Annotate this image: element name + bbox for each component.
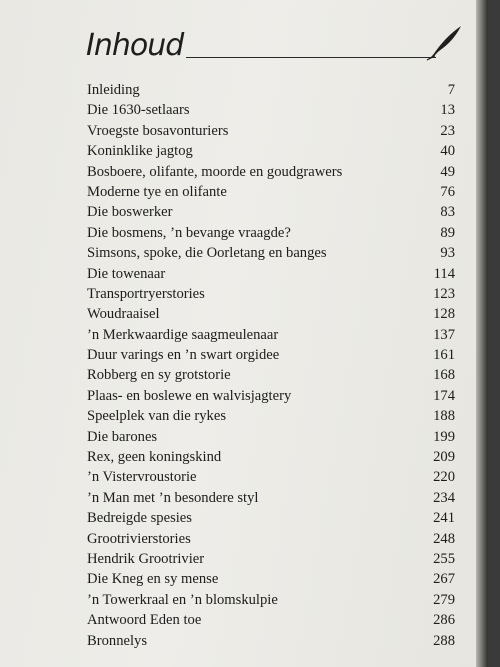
toc-entry-title: ’n Merkwaardige saagmeulenaar [87,326,279,343]
toc-entry[interactable] [87,467,455,487]
toc-entry-title: Antwoord Eden toe [87,612,202,629]
toc-entry[interactable] [87,631,455,651]
toc-entry[interactable] [87,386,455,406]
toc-entry-page-number: 123 [433,285,455,302]
toc-entry[interactable] [87,202,455,222]
toc-entry[interactable] [87,610,455,630]
toc-entry-title: Die Kneg en sy mense [87,571,219,588]
toc-entry-page-number: 128 [433,306,455,323]
page-edge-shadow [476,0,488,667]
toc-entry[interactable] [87,569,455,589]
toc-entry-page-number: 288 [433,632,455,649]
toc-entry-page-number: 89 [440,224,455,241]
toc-entry-page-number: 13 [440,102,455,119]
toc-entry-page-number: 76 [440,183,455,200]
toc-entry[interactable] [87,162,455,182]
toc-entry-title: Bedreigde spesies [87,510,192,527]
toc-entry[interactable] [87,427,455,447]
toc-entry[interactable] [87,406,455,426]
toc-entry-page-number: 161 [433,347,455,364]
toc-entry[interactable] [87,447,455,467]
toc-entry[interactable] [87,284,455,304]
toc-entry-title: Die towenaar [87,265,166,282]
toc-entry-title: Simsons, spoke, die Oorletang en banges [87,245,327,262]
toc-entry[interactable] [87,365,455,385]
toc-entry-title: Bosboere, olifante, moorde en goudgrawers [87,163,343,180]
toc-entry-page-number: 7 [447,82,455,98]
toc-entry-page-number: 188 [433,408,455,425]
toc-entry-page-number: 286 [433,612,455,629]
toc-entry-page-number: 220 [433,469,455,486]
toc-entry-title: ’n Vistervroustorie [87,469,197,486]
toc-entry[interactable] [87,488,455,508]
toc-entry-page-number: 267 [433,571,455,588]
toc-entry[interactable] [87,264,455,284]
toc-entry-title: Vroegste bosavonturiers [87,122,229,139]
toc-entry[interactable] [87,100,455,120]
toc-entry[interactable] [87,549,455,569]
toc-entry-page-number: 40 [440,143,455,160]
toc-entry-page-number: 248 [433,530,455,547]
toc-entry-page-number: 137 [433,326,455,343]
toc-entry-page-number: 49 [440,163,455,180]
toc-entry[interactable] [87,529,455,549]
toc-entry[interactable] [87,182,455,202]
toc-entry-page-number: 209 [433,449,455,466]
toc-entry-page-number: 114 [433,265,455,282]
toc-entry-title: Die 1630-setlaars [87,102,190,119]
toc-entry-page-number: 168 [433,367,455,384]
page-title: Inhoud [86,28,184,63]
toc-entry-title: ’n Man met ’n besondere styl [87,489,259,506]
toc-entry-page-number: 93 [440,245,455,262]
toc-entry-title: Inleiding [87,82,140,98]
toc-entry[interactable] [87,243,455,263]
title-underline [186,57,436,58]
toc-entry-title: Transportryerstories [87,285,205,302]
toc-entry-page-number: 234 [433,489,455,506]
toc-entry-title: Speelplek van die rykes [87,408,227,425]
toc-entry-title: Bronnelys [87,632,147,649]
toc-entry-title: Grootrivierstories [87,530,191,547]
toc-entry-title: Robberg en sy grotstorie [87,367,231,384]
toc-entry-title: Woudraaisel [87,306,160,323]
toc-entry-page-number: 83 [440,204,455,221]
toc-entry-page-number: 255 [433,550,455,567]
toc-entry-title: Die barones [87,428,158,445]
toc-entry-page-number: 174 [433,387,455,404]
toc-entry-title: ’n Towerkraal en ’n blomskulpie [87,591,278,608]
quill-pen-icon [425,22,465,62]
toc-entry[interactable] [87,80,455,100]
toc-entry-title: Moderne tye en olifante [87,183,227,200]
toc-entry-page-number: 23 [440,122,455,139]
toc-entry-title: Die boswerker [87,204,173,221]
toc-entry[interactable] [87,304,455,324]
toc-entry[interactable] [87,590,455,610]
toc-entry-page-number: 279 [433,591,455,608]
toc-entry-title: Rex, geen koningskind [87,449,222,466]
toc-entry[interactable] [87,223,455,243]
toc-entry-title: Plaas- en boslewe en walvisjagtery [87,387,292,404]
toc-entry-title: Koninklike jagtog [87,143,193,160]
toc-entry-title: Hendrik Grootrivier [87,550,205,567]
toc-entry[interactable] [87,141,455,161]
toc-entry[interactable] [87,121,455,141]
toc-entry-title: Duur varings en ’n swart orgidee [87,347,280,364]
toc-entry[interactable] [87,345,455,365]
toc-entry[interactable] [87,325,455,345]
toc-entry-title: Die bosmens, ’n bevange vraagde? [87,224,291,241]
toc-entry-page-number: 199 [433,428,455,445]
toc-entry-page-number: 241 [433,510,455,527]
table-of-contents [87,80,455,651]
toc-entry[interactable] [87,508,455,528]
